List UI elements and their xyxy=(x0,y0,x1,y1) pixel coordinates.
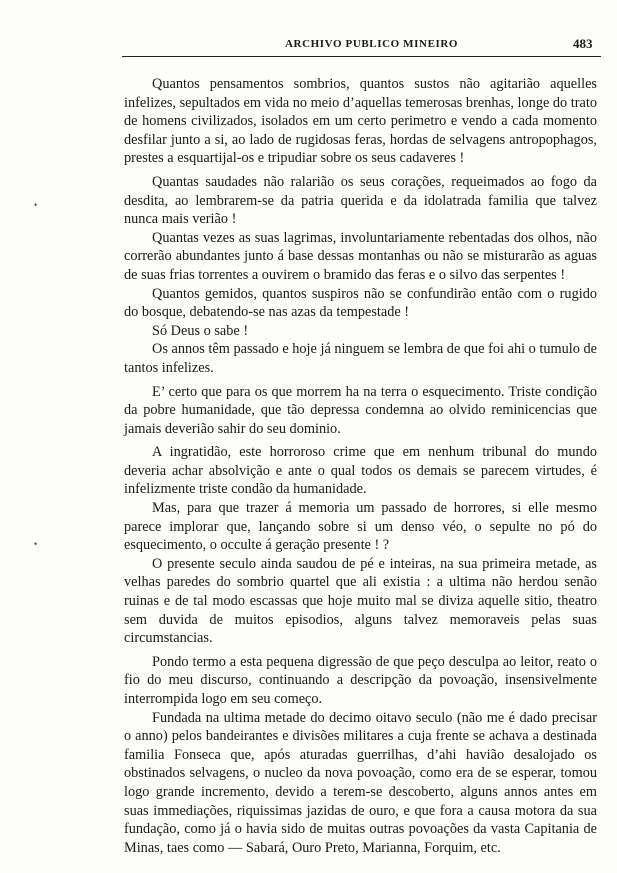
paragraph: Quantos pensamentos sombrios, quantos sustos não agitarião aquelles infelizes, sepultados em vida no meio d’aquellas temerosas brenhas, longe do trato de homens civilizados, isolados em um certo perimetro e vendo a cada momento desfilar junto a si, ao lado de rugidosas feras, hordas de selvagens antropophagos, prestes a esquartijal-os e tripudiar sobre os seus cadaveres ! xyxy=(124,76,597,167)
paragraph: Mas, para que trazer á memoria um passado de horrores, si elle mesmo parece implorar que, lançando sobre si um denso véo, o sepulte no pó do esquecimento, o occulte á geração presente ! ? xyxy=(124,500,597,554)
paragraph: A ingratidão, este horroroso crime que em nenhum tribunal do mundo deveria achar absolvição e ante o qual todos os demais se parecem virtudes, é infelizmente triste condão da humanidade. xyxy=(124,444,597,498)
page-number: 483 xyxy=(573,36,593,51)
paragraph: Quantas vezes as suas lagrimas, involuntariamente rebentadas dos olhos, não correrão abundantes junto á base dessas montanhas ou não se misturarão as aguas de suas frias torrentes a ouvirem o bramido das feras e o silvo das serpentes ! xyxy=(124,229,597,283)
margin-mark: • xyxy=(34,200,38,210)
header-rule xyxy=(122,56,601,57)
body-text xyxy=(124,75,597,857)
paragraph: Fundada na ultima metade do decimo oitavo seculo (não me é dado precisar o anno) pelos bandeirantes e divisões militares a cuja frente se achava a destinada familia Fonseca que, após aturadas guerrilhas, d’ahi havião desalojado os obstinados selvagens, o nucleo da nova povoação, como era de se esperar, tomou logo grande incremento, devido a terem-se descoberto, alguns annos antes em suas immediações, riquissimas jazidas de ouro, e que fora a causa motora da sua fundação, como já o havia sido de muitas outras povoações da vasta Capitania de Minas, taes como — Sabará, Ouro Preto, Marianna, Forquim, etc. xyxy=(124,709,597,856)
paragraph: Quantos gemidos, quantos suspiros não se confundirão então com o rugido do bosque, debatendo-se nas azas da tempestade ! xyxy=(124,285,597,321)
paragraph: Só Deus o sabe ! xyxy=(152,322,249,339)
paragraph: Pondo termo a esta pequena digressão de que peço desculpa ao leitor, reato o fio do meu discurso, continuando a descripção da povoação, insensivelmente interrompida logo em seu começo. xyxy=(124,653,597,707)
page-header xyxy=(0,30,617,56)
paragraph: Os annos têm passado e hoje já ninguem se lembra de que foi ahi o tumulo de tantos infelizes. xyxy=(124,341,597,376)
paragraph: O presente seculo ainda saudou de pé e inteiras, na sua primeira metade, as velhas paredes do sombrio quartel que ali existia : a ultima não herdou senão ruinas e de tal modo escassas que hoje muito mal se diviza aquelle sitio, theatro sem duvida de muitos episodios, alguns talvez memoraveis pelas suas circumstancias. xyxy=(124,555,597,647)
running-head: ARCHIVO PUBLICO MINEIRO xyxy=(285,38,459,50)
margin-mark: • xyxy=(34,539,38,549)
paragraph: E’ certo que para os que morrem ha na terra o esquecimento. Triste condição da pobre humanidade, que tão depressa condemna ao olvido reminicencias que jamais deverião sahir do seu dominio. xyxy=(124,383,597,437)
paragraph: Quantas saudades não ralarião os seus corações, requeimados ao fogo da desdita, ao lembrarem-se da patria querida e da idolatrada familia que talvez nunca mais verião ! xyxy=(124,173,597,228)
